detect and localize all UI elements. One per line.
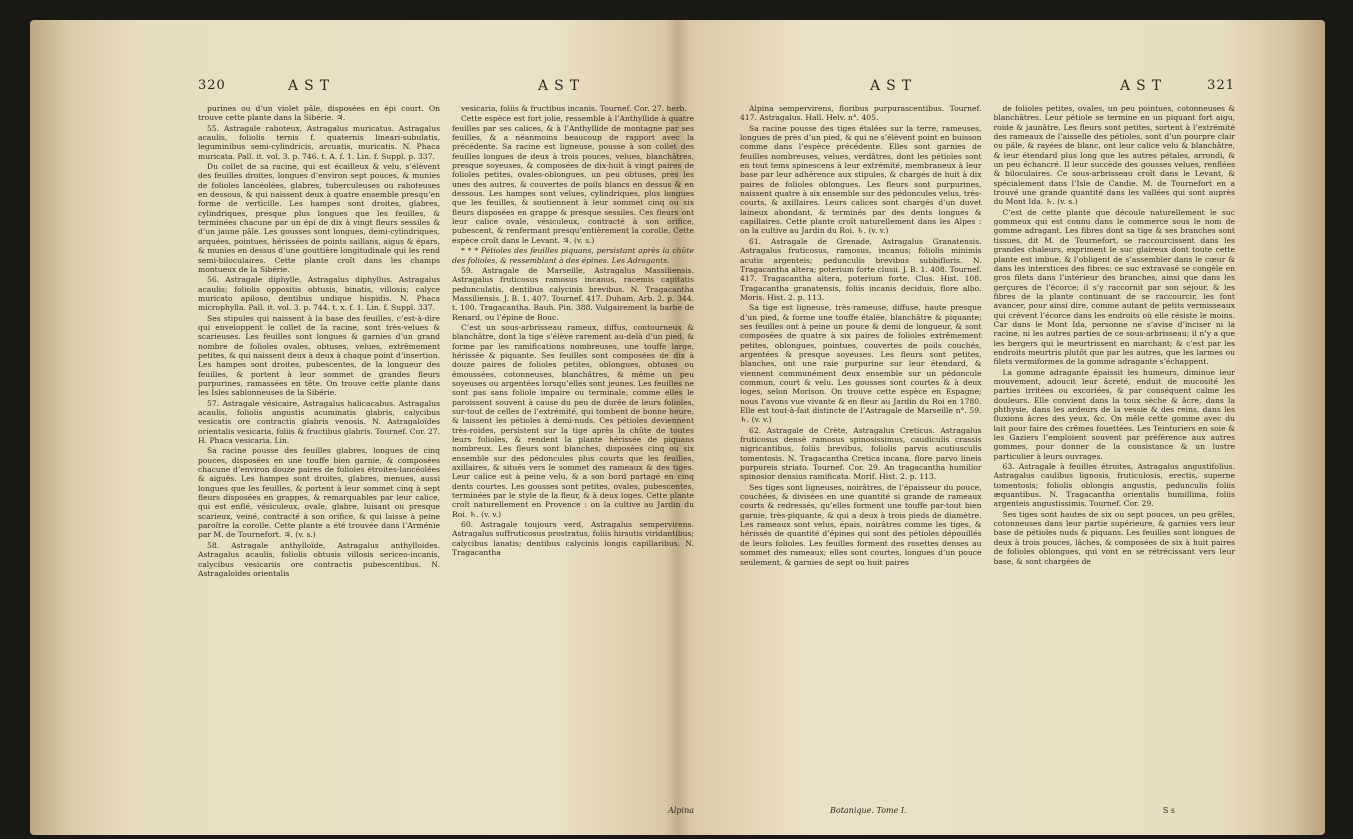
- right-column-1: [740, 104, 982, 804]
- right-page-header: [740, 78, 1235, 104]
- running-head-right: AST: [1120, 78, 1168, 94]
- left-column-2: [452, 104, 694, 804]
- left-page-header: [198, 78, 694, 104]
- paragraph: Du collet de sa racine, qui est écailleux & velu, s’élèvent des feuilles droites, longues d’environ sept pouces, & munies de folioles lancéolées, glabres, tuberculeuses ou raboteuses en dessous, & qui naissent deux à quatre ensemble presqu’en forme de verticille. Les hampes sont droites, glabres, cylindriques, presque plus longues que les feuilles, & terminées chacune par un épi de dix à vingt fleurs sessiles & d’un jaune pâle. Les gousses sont longues, demi-cylindriques, arquées, pointues, hérissées de points saillans, aigus & épars, & munies en dessus d’une gouttière longitudinale qui les rend semi-biloculaires. Cette plante croît dans les champs montueux de la Sibérie.: [198, 162, 440, 274]
- paragraph: Sa racine pousse des tiges étalées sur la terre, rameuses, longues de près d’un pied, & qui ne s’élèvent point en buisson comme dans l’espèce précédente. Elles sont garnies de feuilles nombreuses, velues, verdâtres, dont les pétioles sont en tout tems spinescens à leur extrémité, membraneux à leur base par leur adhérence aux stipules, & chargés de huit à dix paires de folioles oblongues. Les fleurs sont purpurines, naissent quatre à six ensemble sur des pédoncules velus, très-courts, & axillaires. Leurs calices sont chargés d’un duvet laineux abondant, & terminés par des dents longues & capillaires. Cette plante croît naturellement dans les Alpes : on la cultive au Jardin du Roi. ♄. (v. v.): [740, 123, 982, 236]
- paragraph: Cette espèce est fort jolie, ressemble à l’Anthyllide à quatre feuilles par ses calices, & à l’Anthyllide de montagne par ses feuilles, & a néanmoins beaucoup de rapport avec la précédente. Sa racine est ligneuse, pousse à son collet des feuilles longues de deux à trois pouces, velues, blanchâtres, presque soyeuses, & composées de dix-huit à vingt paires de folioles petites, ovales-oblongues, un peu obtuses, près les unes des autres, & couvertes de poils blancs en dessus & en dessous. Les hampes sont velues, cylindriques, plus longues que les feuilles, & soutiennent à leur sommet cinq ou six fleurs disposées en grappe & presque sessiles. Ces fleurs ont leur calice ovale, vésiculeux, contracté à son orifice, pubescent, & renfermant presqu’entièrement la corolle. Cette espèce croît dans le Levant. ♃. (v. s.): [452, 114, 694, 245]
- paragraph: 60. Astragale toujours verd, Astragalus sempervirens. Astragalus suffruticosus prostratus, foliis hirsutis viridantibus; calycibus lanatis; dentibus calycinis longis capillaribus. N. Tragacantha: [452, 520, 694, 558]
- catchword: Alpina: [668, 806, 694, 815]
- paragraph: 62. Astragale de Crète, Astragalus Creticus. Astragalus fruticosus densè ramosus spinosissimus, caudiculis crassis nigricantibus, foliis brevibus, foliolis parvis acutiusculis tomentosis. N. Tragacantha Cretica incana, flore parvo lineis purpureis striato. Tournef. Cor. 29. An tragacantha humilior spinosior densius ramificata. Morif. Hist. 2. p. 113.: [740, 425, 982, 482]
- book-spread: [30, 20, 1325, 835]
- left-page: [198, 78, 694, 815]
- section-heading: * * * Pétioles des feuilles piquans, persistant après la chûte des folioles, & ressemblant à des épines. Les Adragants.: [452, 246, 694, 265]
- paragraph: 59. Astragale de Marseille, Astragalus Massiliensis. Astragalus fruticosus ramosus incanus, racemis capitatis pedunculatis, dentibus calycinis brevibus. N. Tragacantha Massiliensis. J. B. 1. 407. Tournef. 417. Duham. Arb. 2. p. 344. t. 100. Tragacantha. Bauh. Pin. 388. Vulgairement la barbe de Renard, ou l’épine de Bouc.: [452, 265, 694, 322]
- paragraph: C’est un sous-arbrisseau rameux, diffus, contourneux & blanchâtre, dont la tige s’élève rarement au-delà d’un pied, & forme par les ramifications nombreuses, une touffe large, hérissée & piquante. Ses feuilles sont composées de dix à douze paires de folioles petites, oblongues, obtuses ou émoussées, cotonneuses, blanchâtres, & même un peu soyeuses ou argentées lorsqu’elles sont jeunes. Les feuilles ne sont pas sans foliole impaire ou terminale, comme elles le paroissent souvent à cause du peu de durée de leurs folioles, sur-tout de celles de l’extrémité, qui tombent de bonne heure, & laissent les pétioles à demi-nuds. Ces pétioles deviennent très-roides, persistent sur la tige après la chûte de toutes leurs folioles, & rendent la plante hérissée de piquans nombreux. Les fleurs sont blanches, disposées cinq ou six ensemble sur des pédoncules plus courts que les feuilles, axillaires, & situés vers le sommet des rameaux & des tiges. Leur calice est à peine velu, & a son bord partagé en cinq dents courtes. Les gousses sont petites, ovales, pubescentes, terminées par le style de la fleur, & à deux loges. Cette plante croît naturellement en Provence : on la cultive au Jardin du Roi. ♄. (v. v.): [452, 322, 694, 519]
- paragraph: 58. Astragale anthylloïde, Astragalus anthylloides. Astragalus acaulis, foliolis obtusis villosis sericeo-incanis, calycibus vesicariis ore contractis pubescentibus. N. Astragaloïdes orientalis: [198, 540, 440, 578]
- paragraph: 63. Astragale à feuilles étroites, Astragalus angustifolius. Astragalus caulibus lignosis, fruticulosis, erectis, superne tomentosis; foliolis oblongis angustis, pedunculis foliis æquantibus. N. Tragacantha orientalis humillima, foliis argenteis angustissimis. Tournef. Cor. 29.: [993, 462, 1235, 509]
- running-head-left: AST: [870, 78, 918, 94]
- running-head-right: AST: [538, 78, 586, 94]
- paragraph: 55. Astragale raboteux, Astragalus muricatus. Astragalus acaulis, foliolis ternis f. quaternis lineari-subulatis, leguminibus semi-cylindricis, arcuatis, muricatis. N. Phaca muricata. Pall. it. vol. 3. p. 746. t. A. f. 1. Lin. f. Suppl. p. 337.: [198, 123, 440, 161]
- paragraph: Ses tiges sont ligneuses, noirâtres, de l’épaisseur du pouce, couchées, & divisées en une quantité si grande de rameaux courts & redressés, qu’elles forment une touffe par-tout bien garnie, très-piquante, & qui a deux à trois pieds de diamètre. Les rameaux sont velus, épais, noirâtres comme les tiges, & hérissés de quantité d’épines qui sont des pétioles dépouillés de leurs folioles. Les feuilles forment des rosettes denses au sommet des rameaux; elles sont courtes, longues d’un pouce seulement, & garnies de sept ou huit paires: [740, 482, 982, 567]
- paragraph: C’est de cette plante que découle naturellement le suc gommeux qui est connu dans le commerce sous le nom de gomme adragant. Les fibres dont sa tige & ses branches sont tissues, dit M. de Tournefort, se raccourcissent dans les grandes chaleurs, expriment le suc glaireux dont toute cette plante est imbue, & l’obligent de s’assembler dans le cœur & dans les interstices des fibres: ce suc extravasé se congèle en gros filets dans l’intérieur des branches, ainsi que dans les gerçures de l’écorce; il s’y raccornit par son séjour, & les fibres de la plante continuant de se raccourcir, les font avancer, pour ainsi dire, comme autant de petits vermisseaux qui crèvent l’écorce dans les endroits où elle résiste le moins. Car dans le Mont Ida, personne ne s’avise d’inciser ni la racine, ni les autres parties de ce sous-arbrisseau; il n’y a que les bergers qui le meurtrissent en marchant; & c’est par les endroits meurtris plutôt que par les autres, que les larmes ou filets vermiformes de la gomme adragante s’échappent.: [993, 207, 1235, 367]
- paragraph: vesicaria, foliis & fructibus incanis. Tournef. Cor. 27. herb.: [461, 104, 687, 113]
- paragraph: 57. Astragale vésicaire, Astragalus halicacabus. Astragalus acaulis, foliolis angustis acuminatis glabris, calycibus vesicatis ore contractis glabris venosis. N. Astragaloïdes orientalis vesicaria, foliis & fructibus glabris. Tournef. Cor. 27. H. Phaca vesicaria. Lin.: [198, 398, 440, 446]
- right-column-2: [994, 104, 1236, 804]
- page-number: 320: [198, 78, 226, 93]
- page-number: 321: [1207, 78, 1235, 93]
- paragraph: purines ou d’un violet pâle, disposées en épi court. On trouve cette plante dans la Sibérie. ♃.: [198, 104, 440, 123]
- paragraph: de folioles petites, ovales, un peu pointues, cotonneuses & blanchâtres. Leur pétiole se termine en un piquant fort aigu, roide & jaunâtre. Les fleurs sont petites, sortent à l’extrémité des rameaux de l’aisselle des pétioles, sont d’un pourpre clair ou pâle, & rayées de blanc, ont leur calice velu & blanchâtre, & leur étendard plus long que les autres pétales, arrondi, & un peu échancré. Il leur succède des gousses velues, renflées & biloculaires. Ce sous-arbrisseau croît dans le Levant, & spécialement dans l’Isle de Candie. M. de Tournefort en a trouvé une grande quantité dans les vallées qui sont auprès du Mont Ida. ♄. (v. s.): [993, 104, 1235, 207]
- running-head-left: AST: [288, 78, 336, 94]
- paragraph: Ses tiges sont hautes de six ou sept pouces, un peu grêles, cotonneuses dans leur partie supérieure, & garnies vers leur base de pétioles nuds & piquans. Les feuilles sont longues de deux à trois pouces, lâches, & composées de six à huit paires de folioles oblongues, qui vont en se rétrécissant vers leur base, & sont chargées de: [993, 509, 1235, 566]
- paragraph: Sa racine pousse des feuilles glabres, longues de cinq pouces, disposées en une touffe bien garnie, & composées chacune d’environ douze paires de folioles étroites-lancéolées & aiguës. Les hampes sont droites, glabres, menues, aussi longues que les feuilles, & portent à leur sommet cinq à sept fleurs disposées en grappes, & remarquables par leur calice, qui est enflé, vésiculeux, ovale, glabre, luisant ou presque scarieux, veiné, contracté à son orifice, & qui laisse à peine paroître la corolle. Cette plante a été trouvée dans l’Arménie par M. de Tournefort. ♃. (v. s.): [198, 446, 440, 540]
- signature-mark: S s: [1162, 806, 1175, 815]
- footer-title: Botanique. Tome I.: [830, 806, 907, 815]
- left-column-1: [198, 104, 440, 804]
- paragraph: Alpina sempervirens, floribus purpurascentibus. Tournef. 417. Astragalus. Hall. Helv. n°. 405.: [740, 104, 982, 123]
- paragraph: La gomme adragante épaissit les humeurs, diminue leur mouvement, adoucit leur âcreté, enduit de mucosité les parties irritées ou excoriées, & par conséquent calme les douleurs. Elle convient dans la toux sèche & âcre, dans la phthysie, dans les ardeurs de la vessie & des reins, dans les fluxions âcres des yeux, &c. On mêle cette gomme avec du lait pour faire des crêmes fouettées. Les Teinturiers en soie & les Gaziers l’emploient souvent par préférence aux autres gommes, pour donner de la consistance & un lustre particulier à leurs ouvrages.: [993, 367, 1235, 461]
- paragraph: 61. Astragale de Grenade, Astragalus Granatensis. Astragalus fruticosus, ramosus, incanus; foliolis minimis acutis argenteis; pedunculis brevibus subbifloris. N. Tragacantha altera; poterium forte clusii. J. B. 1. 408. Tournef. 417. Tragacantha altera, poterium forte. Clus. Hist. 108. Tragacantha granatensis, foliis incanis deciduis, flore albo. Moris. Hist. 2. p. 113.: [740, 236, 982, 302]
- right-page: [740, 78, 1235, 815]
- paragraph: 56. Astragale diphylle, Astragalus diphyllus. Astragalus acaulis; foliolis oppositis obtusis, binatis, villosis; calyce muricato apiloso, dentibus undique hispidis. N. Phaca microphylla. Pall. it. vol. 3. p. 744. t. x. f. 1. Lin. f. Suppl. 337.: [198, 275, 440, 313]
- paragraph: Sa tige est ligneuse, très-rameuse, diffuse, haute presque d’un pied, & forme une touffe étalée, blanchâtre & piquante; ses feuilles ont à peine un pouce & demi de longueur, & sont composées de quatre à six paires de folioles extrêmement petites, oblongues, pointues, couvertes de poils couchés, argentées & presque soyeuses. Les fleurs sont petites, blanches, ont une raie purpurine sur leur étendard, & viennent communément deux ensemble sur un pédoncule commun, court & velu. Les gousses sont courtes & à deux loges, selon Morison. On trouve cette espèce en Espagne; nous l’avons vue vivante & en fleur au Jardin du Roi en 1780. Elle est tout-à-fait distincte de l’Astragale de Marseille n°. 59. ♄. (v. v.): [740, 303, 982, 425]
- paragraph: Ses stipules qui naissent à la base des feuilles, c’est-à-dire qui enveloppent le collet de la racine, sont très-velues & scarieuses. Les feuilles sont longues & garnies d’un grand nombre de folioles ovales, obtuses, velues, extrêmement petites, & qui naissent deux à deux à chaque point d’insertion. Les hampes sont droites, pubescentes, de la longueur des feuilles, & portent à leur sommet de grandes fleurs purpurines, ramassées en tête. On trouve cette plante dans les Isles sablonneuses de la Sibérie.: [198, 313, 440, 398]
